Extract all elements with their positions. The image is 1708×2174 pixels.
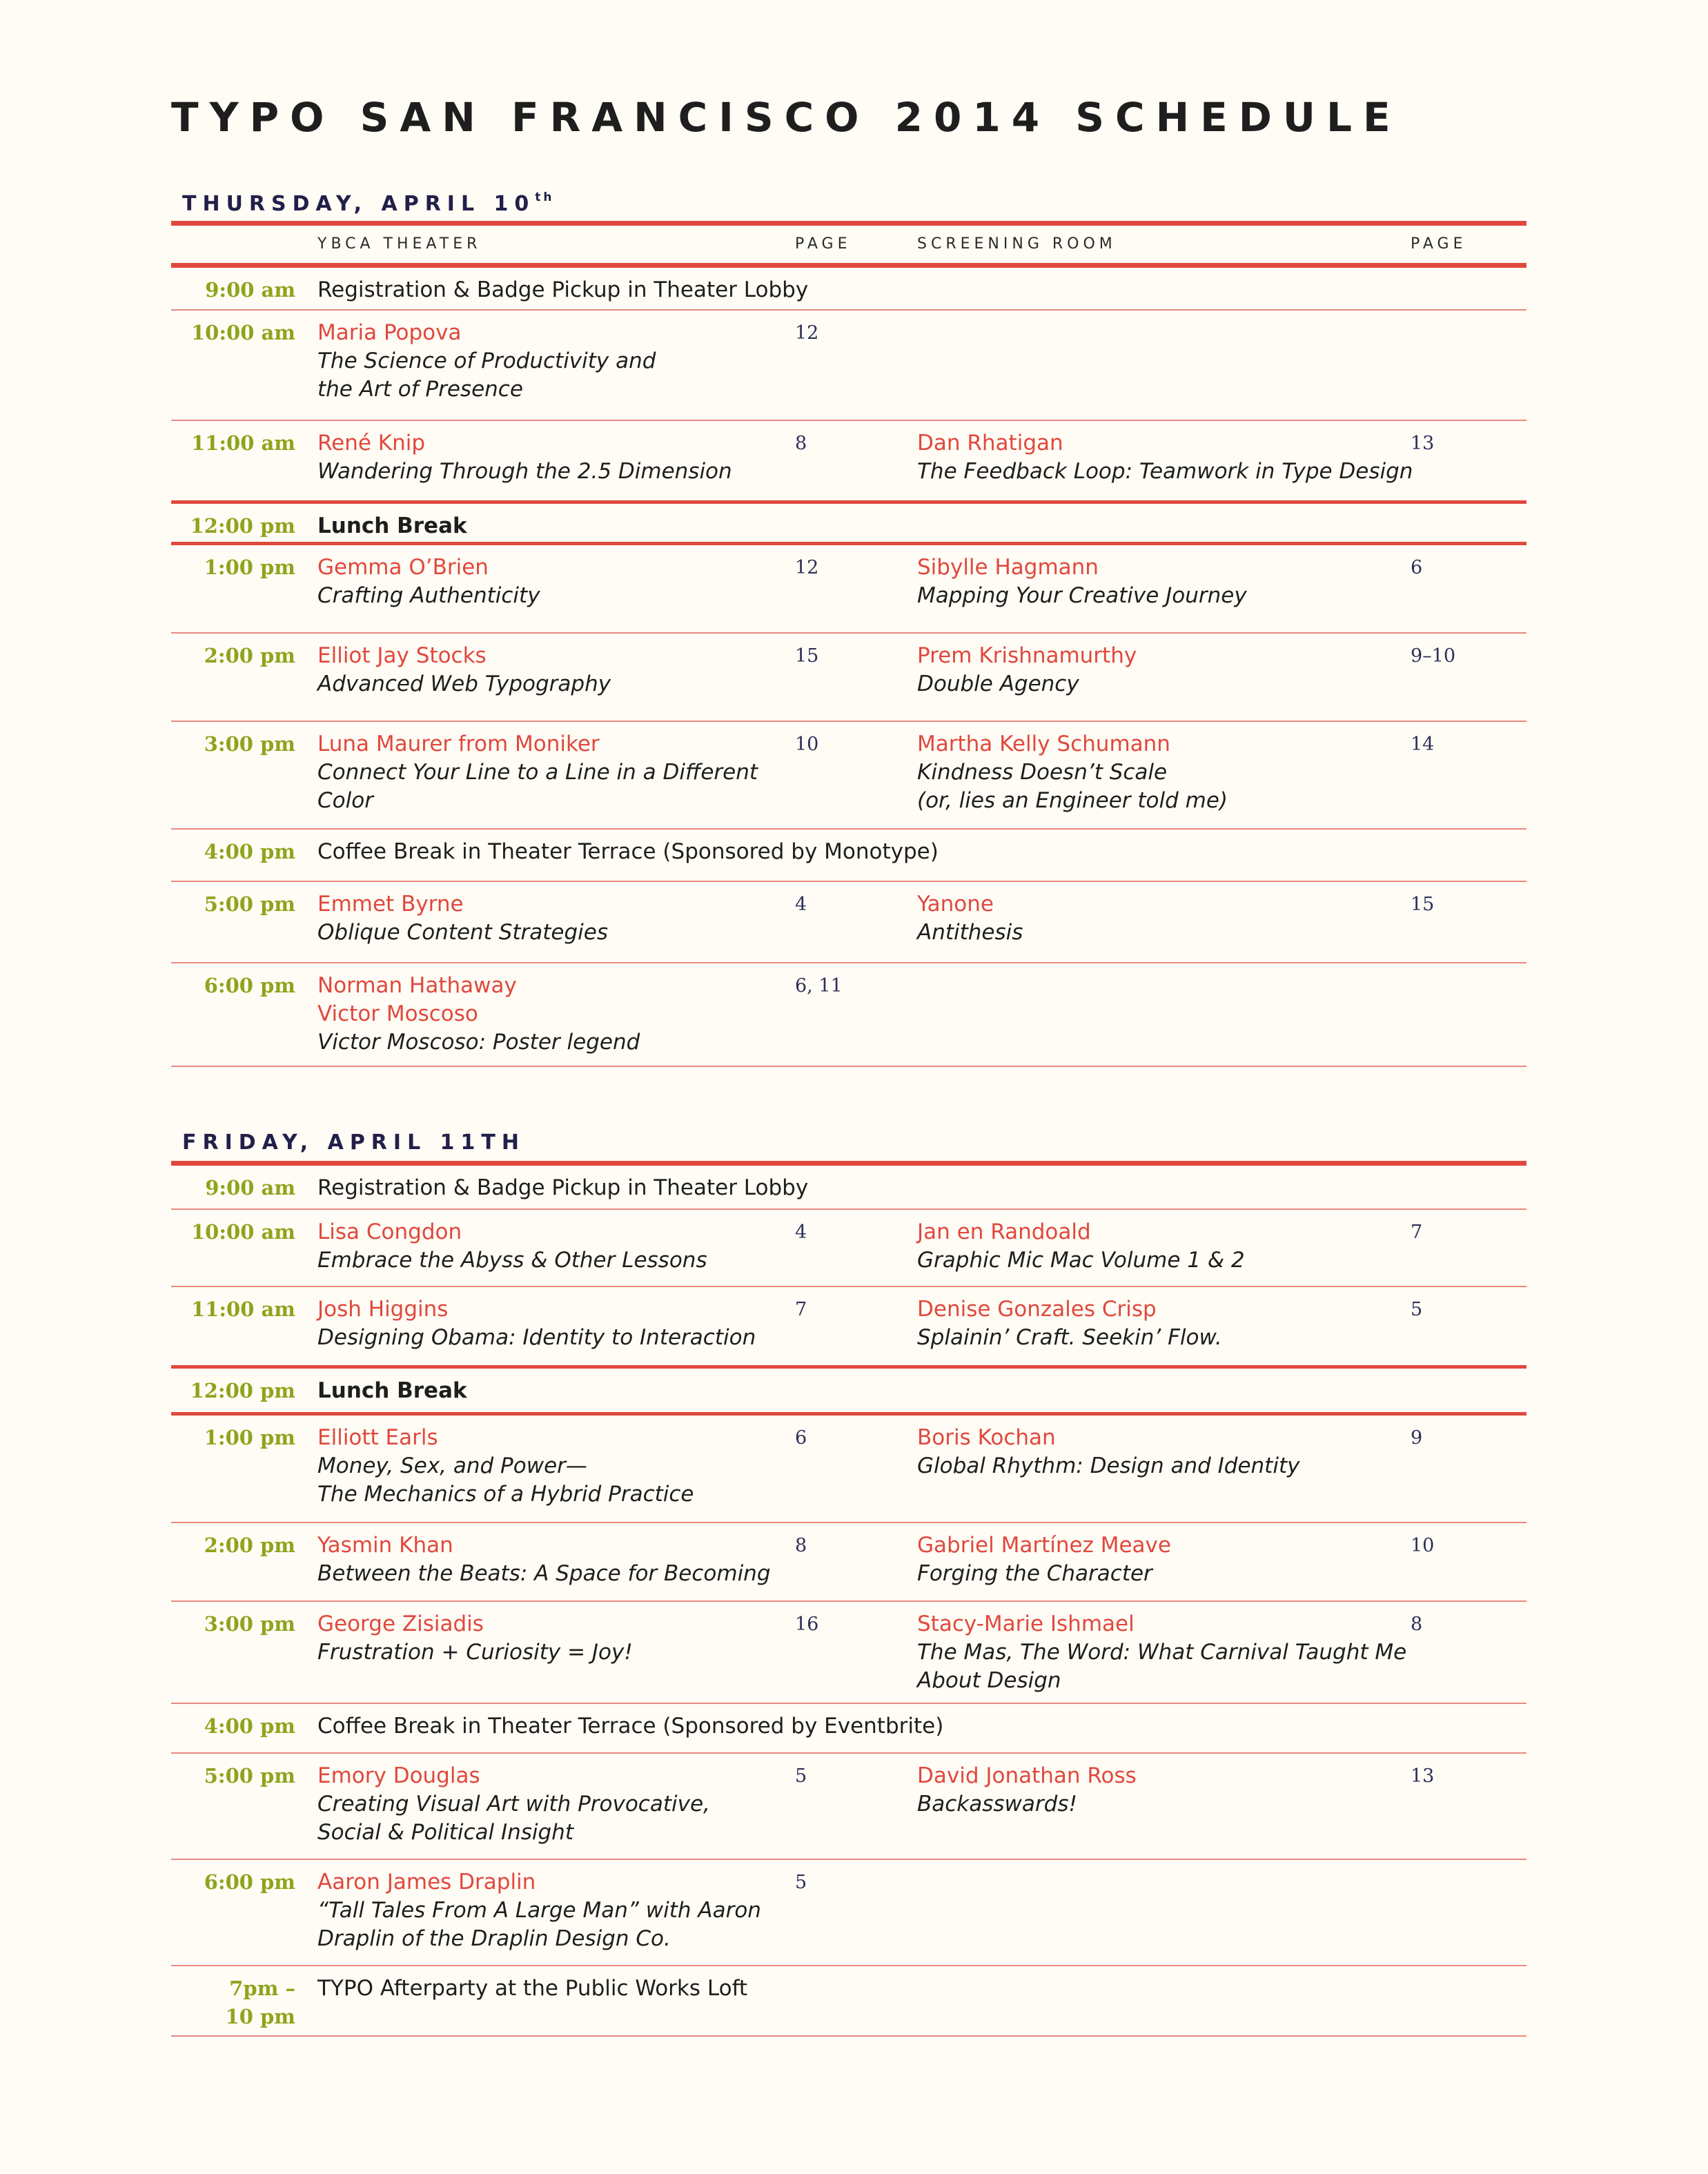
- talk-title: Advanced Web Typography: [317, 672, 611, 696]
- ybca-theater-cell: [317, 1174, 808, 1202]
- time-label: [204, 1531, 295, 1560]
- page-number: 5: [795, 1765, 807, 1787]
- thursday-heading: THURSDAY, APRIL 10th: [182, 190, 555, 216]
- time-label: [204, 838, 295, 866]
- speaker-name: Norman Hathaway: [317, 973, 517, 998]
- screening-room-cell: [917, 1218, 1245, 1275]
- time-text: 3:00 pm: [204, 1612, 295, 1636]
- time-label: [226, 1975, 295, 2031]
- time-text: 7pm –: [229, 1977, 295, 2000]
- time-label: [205, 1174, 295, 1202]
- schedule-row: [171, 634, 1527, 722]
- talk-title: Graphic Mic Mac Volume 1 & 2: [917, 1248, 1245, 1273]
- talk-title: Frustration + Curiosity = Joy!: [317, 1640, 633, 1665]
- time-label: [191, 429, 295, 458]
- page-number: 6, 11: [795, 975, 843, 997]
- schedule-row: [171, 963, 1527, 1067]
- talk-title: the Art of Presence: [317, 377, 523, 402]
- time-text: 12:00 pm: [190, 1379, 295, 1402]
- speaker-name: Boris Kochan: [917, 1425, 1056, 1450]
- talk-title: Embrace the Abyss & Other Lessons: [317, 1248, 707, 1273]
- ybca-theater-cell: [317, 1295, 756, 1352]
- schedule-row: [171, 1754, 1527, 1860]
- page-number: 4: [795, 1222, 807, 1243]
- page-number: 13: [1411, 433, 1435, 454]
- time-label: [191, 1295, 295, 1324]
- page-number: 12: [795, 557, 819, 578]
- talk-title: Victor Moscoso: Poster legend: [317, 1030, 640, 1055]
- schedule-row: [171, 504, 1527, 545]
- talk-title: Designing Obama: Identity to Interaction: [317, 1325, 756, 1350]
- time-text: 9:00 am: [205, 1176, 295, 1199]
- ybca-theater-cell: [317, 890, 608, 947]
- schedule-row: [171, 882, 1527, 963]
- talk-title: Forging the Character: [917, 1561, 1152, 1586]
- talk-title: Mapping Your Creative Journey: [917, 583, 1247, 608]
- ybca-theater-cell: [317, 276, 808, 304]
- page-number: 5: [795, 1872, 807, 1893]
- page-number: 5: [1411, 1299, 1423, 1320]
- schedule-row: [171, 1602, 1527, 1704]
- time-text: 10 pm: [225, 2005, 295, 2028]
- speaker-name: Yanone: [917, 892, 994, 917]
- speaker-name: Maria Popova: [317, 320, 462, 345]
- time-text: 5:00 pm: [204, 892, 295, 916]
- speaker-name: Gabriel Martínez Meave: [917, 1533, 1171, 1558]
- page-number: 9: [1411, 1427, 1423, 1449]
- schedule-row: [171, 1287, 1527, 1369]
- break-label: Lunch Break: [317, 1378, 467, 1403]
- time-text: 11:00 am: [191, 1297, 295, 1321]
- talk-title: Social & Political Insight: [317, 1820, 573, 1845]
- time-text: 4:00 pm: [204, 840, 295, 863]
- talk-title: The Science of Productivity and: [317, 349, 656, 373]
- event-label: Registration & Badge Pickup in Theater Lobby: [317, 1175, 809, 1200]
- ybca-theater-cell: [317, 1531, 771, 1588]
- schedule-row: [171, 1210, 1527, 1287]
- talk-title: Creating Visual Art with Provocative,: [317, 1792, 710, 1816]
- talk-title: (or, lies an Engineer told me): [917, 788, 1228, 813]
- talk-title: “Tall Tales From A Large Man” with Aaron: [317, 1898, 761, 1923]
- speaker-name: Stacy-Marie Ishmael: [917, 1612, 1135, 1636]
- page-number: 13: [1411, 1765, 1435, 1787]
- speaker-name: Aaron James Draplin: [317, 1870, 536, 1894]
- speaker-name: David Jonathan Ross: [917, 1763, 1137, 1788]
- screening-room-cell: [917, 1610, 1406, 1695]
- page-number: 6: [795, 1427, 807, 1449]
- event-label: Coffee Break in Theater Terrace (Sponsored by Monotype): [317, 839, 939, 864]
- schedule-row: [171, 311, 1527, 421]
- screening-room-cell: [917, 1762, 1137, 1819]
- time-text: 5:00 pm: [204, 1764, 295, 1788]
- talk-title: The Feedback Loop: Teamwork in Type Design: [917, 459, 1413, 484]
- page-number: 16: [795, 1614, 819, 1635]
- ybca-theater-cell: [317, 730, 758, 815]
- page-number: 10: [1411, 1535, 1435, 1556]
- schedule-row: [171, 1166, 1527, 1210]
- friday-heading: FRIDAY, APRIL 11TH: [182, 1130, 525, 1155]
- time-text: 2:00 pm: [204, 1534, 295, 1557]
- schedule-row: [171, 1704, 1527, 1754]
- page-number: 15: [795, 645, 819, 667]
- ybca-theater-cell: [317, 1868, 761, 1953]
- ybca-theater-cell: [317, 1762, 710, 1847]
- speaker-name: Elliot Jay Stocks: [317, 643, 487, 668]
- talk-title: Color: [317, 788, 373, 813]
- talk-title: Oblique Content Strategies: [317, 920, 609, 945]
- ybca-theater-header: YBCA THEATER: [317, 235, 482, 253]
- page-number: 6: [1411, 557, 1423, 578]
- ybca-theater-cell: [317, 1377, 467, 1405]
- speaker-name: René Knip: [317, 431, 426, 456]
- talk-title: Money, Sex, and Power—: [317, 1453, 587, 1478]
- schedule-row: [171, 1966, 1527, 2037]
- page-header: PAGE: [1411, 235, 1467, 253]
- time-text: 9:00 am: [205, 278, 295, 302]
- ybca-theater-cell: [317, 429, 732, 486]
- screening-room-header: SCREENING ROOM: [917, 235, 1117, 253]
- speaker-name: Jan en Randoald: [917, 1220, 1091, 1244]
- schedule-row: [171, 1369, 1527, 1416]
- page-number: 15: [1411, 894, 1435, 915]
- friday-section: [171, 1161, 1527, 2037]
- page-number: 4: [795, 894, 807, 915]
- time-text: 10:00 am: [191, 321, 295, 344]
- speaker-name: Elliott Earls: [317, 1425, 438, 1450]
- page-number: 14: [1411, 734, 1435, 755]
- time-label: [204, 972, 295, 1000]
- time-text: 10:00 am: [191, 1220, 295, 1244]
- speaker-name: Dan Rhatigan: [917, 431, 1063, 456]
- ybca-theater-cell: [317, 319, 656, 404]
- time-text: 2:00 pm: [204, 644, 295, 667]
- time-label: [191, 319, 295, 347]
- talk-title: Draplin of the Draplin Design Co.: [317, 1926, 671, 1951]
- ybca-theater-cell: [317, 554, 540, 610]
- page-number: 12: [795, 322, 819, 344]
- page-number: 7: [1411, 1222, 1423, 1243]
- speaker-name: Prem Krishnamurthy: [917, 643, 1137, 668]
- time-label: [190, 1377, 295, 1405]
- schedule-row: [171, 830, 1527, 882]
- page-number: 7: [795, 1299, 807, 1320]
- ybca-theater-cell: [317, 1610, 633, 1667]
- time-label: [205, 276, 295, 304]
- screening-room-cell: [917, 429, 1413, 486]
- page-number: 8: [795, 1535, 807, 1556]
- event-label: TYPO Afterparty at the Public Works Loft: [317, 1976, 748, 2001]
- schedule-row: [171, 421, 1527, 504]
- speaker-name: Josh Higgins: [317, 1297, 449, 1322]
- talk-title: About Design: [917, 1668, 1061, 1693]
- schedule-row: [171, 722, 1527, 830]
- talk-title: Double Agency: [917, 672, 1079, 696]
- schedule-row: [171, 268, 1527, 311]
- time-label: [191, 1218, 295, 1246]
- speaker-name: Victor Moscoso: [317, 1001, 478, 1026]
- talk-title: Kindness Doesn’t Scale: [917, 760, 1168, 785]
- speaker-name: Sibylle Hagmann: [917, 555, 1099, 580]
- time-text: 6:00 pm: [204, 974, 295, 997]
- event-label: Registration & Badge Pickup in Theater Lobby: [317, 277, 809, 302]
- talk-title: Wandering Through the 2.5 Dimension: [317, 459, 732, 484]
- screening-room-cell: [917, 642, 1137, 698]
- speaker-name: Emmet Byrne: [317, 892, 464, 917]
- time-label: [204, 642, 295, 670]
- screening-room-cell: [917, 890, 1023, 947]
- time-label: [204, 1424, 295, 1452]
- screening-room-cell: [917, 730, 1228, 815]
- column-header: [171, 221, 1527, 268]
- speaker-name: Denise Gonzales Crisp: [917, 1297, 1157, 1322]
- talk-title: The Mas, The Word: What Carnival Taught Me: [917, 1640, 1407, 1665]
- time-text: 4:00 pm: [204, 1714, 295, 1738]
- ybca-theater-cell: [317, 512, 467, 540]
- time-text: 3:00 pm: [204, 732, 295, 756]
- speaker-name: Yasmin Khan: [317, 1533, 453, 1558]
- speaker-name: George Zisiadis: [317, 1612, 484, 1636]
- page-title: TYPO SAN FRANCISCO 2014 SCHEDULE: [171, 94, 1402, 141]
- time-text: 1:00 pm: [204, 1426, 295, 1449]
- screening-room-cell: [917, 554, 1247, 610]
- schedule-row: [171, 545, 1527, 634]
- speaker-name: Lisa Congdon: [317, 1220, 462, 1244]
- talk-title: Antithesis: [917, 920, 1023, 945]
- time-label: [204, 1610, 295, 1638]
- page-number: 9–10: [1411, 645, 1456, 667]
- talk-title: Between the Beats: A Space for Becoming: [317, 1561, 771, 1586]
- ybca-theater-cell: [317, 972, 640, 1057]
- time-label: [204, 730, 295, 758]
- schedule-row: [171, 1523, 1527, 1602]
- time-label: [204, 1712, 295, 1741]
- ybca-theater-cell: [317, 642, 611, 698]
- ybca-theater-cell: [317, 1218, 707, 1275]
- talk-title: Backasswards!: [917, 1792, 1077, 1816]
- speaker-name: Martha Kelly Schumann: [917, 732, 1170, 756]
- page-number: 10: [795, 734, 819, 755]
- time-label: [204, 1868, 295, 1897]
- talk-title: The Mechanics of a Hybrid Practice: [317, 1482, 694, 1507]
- thursday-section: [171, 221, 1527, 1067]
- time-label: [204, 1762, 295, 1790]
- talk-title: Splainin’ Craft. Seekin’ Flow.: [917, 1325, 1222, 1350]
- ybca-theater-cell: [317, 1975, 747, 2003]
- speaker-name: Luna Maurer from Moniker: [317, 732, 600, 756]
- page-number: 8: [1411, 1614, 1423, 1635]
- speaker-name: Emory Douglas: [317, 1763, 480, 1788]
- time-label: [190, 512, 295, 540]
- ybca-theater-cell: [317, 1712, 943, 1741]
- time-text: 11:00 am: [191, 431, 295, 455]
- time-label: [204, 890, 295, 919]
- schedule-row: [171, 1416, 1527, 1523]
- talk-title: Connect Your Line to a Line in a Different: [317, 760, 758, 785]
- screening-room-cell: [917, 1295, 1222, 1352]
- time-label: [204, 554, 295, 582]
- break-label: Lunch Break: [317, 513, 467, 538]
- event-label: Coffee Break in Theater Terrace (Sponsored by Eventbrite): [317, 1714, 944, 1739]
- talk-title: Global Rhythm: Design and Identity: [917, 1453, 1300, 1478]
- screening-room-cell: [917, 1424, 1299, 1480]
- schedule-row: [171, 1860, 1527, 1966]
- ybca-theater-cell: [317, 838, 939, 866]
- ybca-theater-cell: [317, 1424, 694, 1509]
- time-text: 1:00 pm: [204, 556, 295, 579]
- time-text: 6:00 pm: [204, 1870, 295, 1894]
- talk-title: Crafting Authenticity: [317, 583, 540, 608]
- screening-room-cell: [917, 1531, 1171, 1588]
- speaker-name: Gemma O’Brien: [317, 555, 489, 580]
- page-number: 8: [795, 433, 807, 454]
- page-header: PAGE: [795, 235, 852, 253]
- time-text: 12:00 pm: [190, 514, 295, 538]
